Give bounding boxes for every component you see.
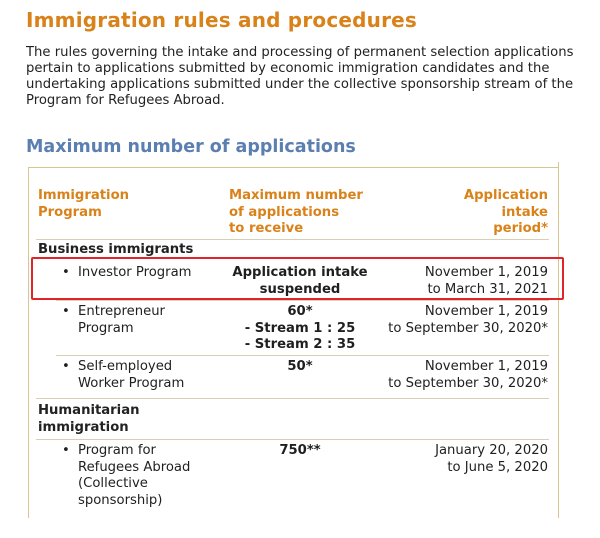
row-refugees-period: [435, 443, 548, 476]
header-rule: [36, 239, 549, 240]
program-line: • Self-employed: [78, 359, 173, 374]
header-period-line: Application: [463, 188, 548, 203]
max-line: 750**: [279, 443, 321, 458]
header-period: [464, 188, 548, 238]
group-rule: [36, 398, 549, 399]
section-title: Maximum number of applications: [26, 137, 356, 157]
header-period-line: period*: [493, 221, 548, 236]
period-line: to September 30, 2020*: [388, 320, 548, 336]
header-program-line: Immigration: [38, 188, 130, 203]
max-line: - Stream 1 : 25: [244, 320, 356, 336]
header-period-line: intake: [501, 204, 548, 220]
max-line: suspended: [259, 281, 341, 297]
header-max: [229, 188, 363, 238]
group-rule: [36, 439, 549, 440]
period-line: January 20, 2020: [435, 443, 548, 458]
program-line: Worker Program: [78, 375, 185, 391]
max-line: - Stream 2 : 35: [244, 337, 356, 352]
program-line: • Entrepreneur: [78, 304, 165, 319]
group-name-line: immigration: [38, 419, 129, 435]
period-line: November 1, 2019: [424, 359, 548, 374]
row-entrepreneur-max: [226, 304, 374, 354]
max-line: Application intake: [232, 265, 368, 280]
page-title: Immigration rules and procedures: [26, 8, 418, 32]
program-line: sponsorship): [78, 492, 163, 508]
row-self-employed-program: [78, 359, 184, 392]
row-refugees-program: [78, 443, 190, 509]
intro-paragraph: The rules governing the intake and processing of permanent selection applications pertain to applications submitted by economic immigration candidates and the undertaking applications submitted under the collective sponsorship stream of the Program for Refugees Abroad.: [26, 45, 574, 108]
period-line: November 1, 2019: [424, 304, 548, 319]
header-max-line: to receive: [229, 221, 304, 236]
program-line: • Program for: [78, 443, 156, 458]
row-rule: [56, 300, 549, 301]
max-line: 50*: [287, 359, 313, 374]
program-line: (Collective: [78, 476, 148, 491]
program-line: • Investor Program: [78, 265, 192, 280]
row-entrepreneur-period: [388, 304, 548, 337]
header-program: [38, 188, 129, 221]
program-line: Refugees Abroad: [78, 459, 191, 475]
row-self-employed-period: [388, 359, 548, 392]
header-max-line: Maximum number: [229, 188, 363, 203]
period-line: to June 5, 2020: [447, 459, 548, 475]
row-self-employed-max: [226, 359, 374, 376]
header-max-line: of applications: [229, 204, 340, 220]
period-line: November 1, 2019: [424, 265, 548, 280]
row-rule: [56, 355, 549, 356]
group-humanitarian-immigration: [38, 403, 140, 436]
program-line: Program: [78, 320, 134, 336]
max-line: 60*: [287, 304, 313, 319]
row-refugees-max: [226, 443, 374, 460]
period-line: to March 31, 2021: [427, 281, 548, 297]
group-name-line: Humanitarian: [38, 403, 140, 418]
period-line: to September 30, 2020*: [388, 375, 548, 391]
row-entrepreneur-program: [78, 304, 165, 337]
group-business-immigrants: Business immigrants: [38, 242, 194, 257]
header-program-line: Program: [38, 204, 102, 220]
investor-row-highlight: [31, 257, 564, 300]
